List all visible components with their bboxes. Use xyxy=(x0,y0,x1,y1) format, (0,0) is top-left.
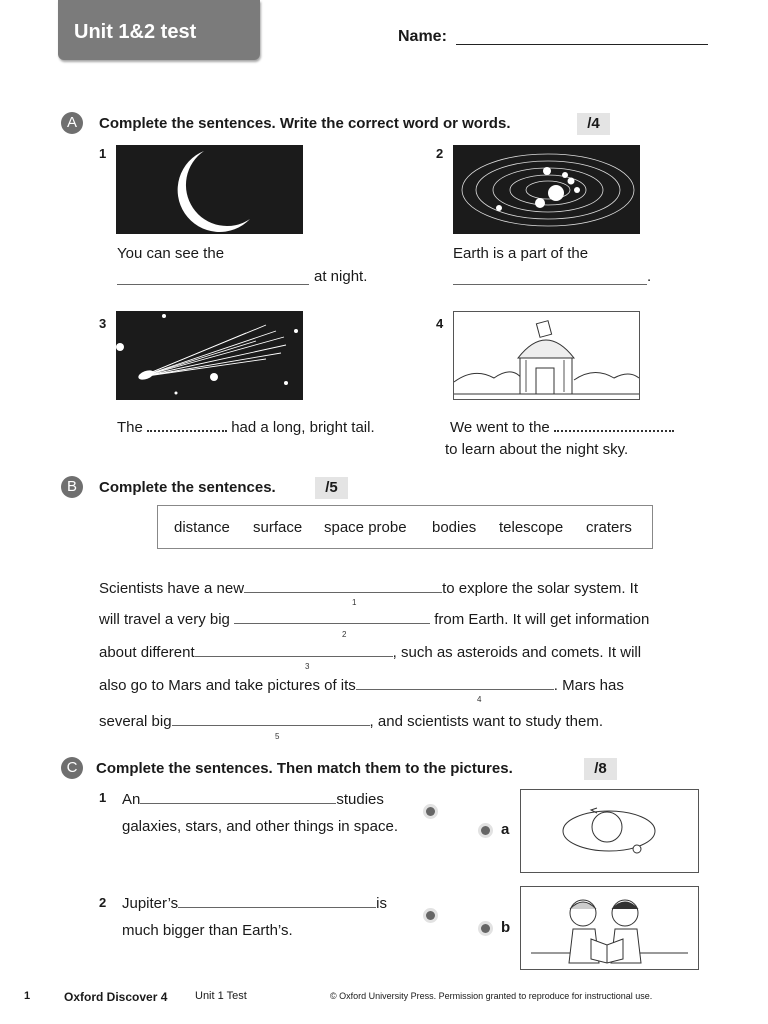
a2-answer-blank[interactable] xyxy=(453,270,647,285)
name-label: Name: xyxy=(398,28,447,45)
a4-text-line2: to learn about the night sky. xyxy=(445,441,629,458)
section-a-instruction: Complete the sentences. Write the correct word or words. xyxy=(99,115,511,132)
blank-number: 2 xyxy=(342,630,347,639)
orbit-image xyxy=(520,789,699,873)
picture-letter-a: a xyxy=(501,821,510,838)
b-line-4 xyxy=(99,675,624,694)
footer-unit: Unit 1 Test xyxy=(195,990,247,1002)
comet-image xyxy=(116,311,303,400)
b-blank-5[interactable] xyxy=(172,711,370,726)
b-line-3-after: , such as asteroids and comets. It will xyxy=(392,644,642,661)
a2-text-after: . xyxy=(647,268,652,285)
match-dot-b[interactable] xyxy=(481,924,490,933)
a1-text-after: at night. xyxy=(314,268,368,285)
c2-answer-blank[interactable] xyxy=(178,893,376,908)
footer-book: Oxford Discover 4 xyxy=(64,990,168,1004)
picture-letter-b: b xyxy=(501,919,511,936)
c1-text-before: An xyxy=(122,791,141,808)
b-line-3 xyxy=(99,642,641,661)
c1-answer-blank[interactable] xyxy=(140,789,336,804)
blank-number: 4 xyxy=(477,695,482,704)
a4-text xyxy=(450,416,674,436)
observatory-image xyxy=(453,311,640,400)
b-line-3-before: about different xyxy=(99,644,195,661)
word-bank-item: distance xyxy=(174,519,230,536)
blank-number: 3 xyxy=(305,662,310,671)
solar-system-image xyxy=(453,145,640,234)
item-number: 1 xyxy=(99,790,107,805)
b-line-5-after: , and scientists want to study them. xyxy=(369,713,603,730)
section-b-badge: B xyxy=(61,476,83,498)
section-c-score: /8 xyxy=(584,758,617,780)
c1-text-line2: galaxies, stars, and other things in space. xyxy=(122,818,398,835)
name-field[interactable] xyxy=(456,44,708,45)
item-number: 3 xyxy=(99,316,107,331)
section-b-instruction: Complete the sentences. xyxy=(99,479,276,496)
page-number: 1 xyxy=(24,990,31,1002)
item-number: 1 xyxy=(99,146,107,161)
word-bank-item: surface xyxy=(253,519,303,536)
footer-copyright: © Oxford University Press. Permission granted to reproduce for instructional use. xyxy=(330,991,653,1001)
b-line-5-before: several big xyxy=(99,713,172,730)
b-blank-4[interactable] xyxy=(356,675,554,690)
b-blank-3[interactable] xyxy=(195,642,393,657)
item-number: 2 xyxy=(436,146,444,161)
a4-answer-blank[interactable] xyxy=(554,416,674,432)
section-c-instruction: Complete the sentences. Then match them to the pictures. xyxy=(96,760,513,777)
b-line-2 xyxy=(99,609,649,628)
b-line-1-after: to explore the solar system. It xyxy=(442,580,638,597)
b-line-4-before: also go to Mars and take pictures of its xyxy=(99,677,356,694)
c2-text-before: Jupiter’s xyxy=(122,895,179,912)
title-tab xyxy=(58,0,260,60)
b-blank-2[interactable] xyxy=(234,609,430,624)
blank-number: 5 xyxy=(275,732,280,741)
section-a-badge: A xyxy=(61,112,83,134)
blank-number: 1 xyxy=(352,598,357,607)
a1-text: You can see the xyxy=(117,245,225,262)
a3-text xyxy=(117,416,375,436)
word-bank-item: space probe xyxy=(324,519,407,536)
c2-text-after: is xyxy=(376,895,387,912)
a3-text-after: had a long, bright tail. xyxy=(231,419,375,436)
item-number: 2 xyxy=(99,895,107,910)
c2-text-line2: much bigger than Earth’s. xyxy=(122,922,293,939)
a4-text-before: We went to the xyxy=(450,419,550,436)
c1-text-after: studies xyxy=(336,791,384,808)
a3-text-before: The xyxy=(117,419,143,436)
section-a-score: /4 xyxy=(577,113,610,135)
c2-text xyxy=(122,893,387,912)
b-line-1 xyxy=(99,578,638,597)
match-dot-a[interactable] xyxy=(481,826,490,835)
a1-answer-blank[interactable] xyxy=(117,270,309,285)
b-line-2-after: from Earth. It will get information xyxy=(434,611,650,628)
item-number: 4 xyxy=(436,316,444,331)
word-bank-item: craters xyxy=(586,519,632,536)
a3-answer-blank[interactable] xyxy=(147,416,227,432)
crescent-moon-image xyxy=(116,145,303,234)
b-line-1-before: Scientists have a new xyxy=(99,580,245,597)
word-bank xyxy=(157,505,653,549)
section-c-badge: C xyxy=(61,757,83,779)
section-b-score: /5 xyxy=(315,477,348,499)
word-bank-item: bodies xyxy=(432,519,477,536)
match-dot-1[interactable] xyxy=(426,807,435,816)
c1-text xyxy=(122,789,384,808)
b-line-5 xyxy=(99,711,603,730)
a2-text: Earth is a part of the xyxy=(453,245,589,262)
b-line-2-before: will travel a very big xyxy=(99,611,230,628)
b-blank-1[interactable] xyxy=(244,578,442,593)
word-bank-item: telescope xyxy=(499,519,564,536)
b-line-4-after: . Mars has xyxy=(553,677,624,694)
page-title: Unit 1&2 test xyxy=(74,21,197,43)
children-reading-image xyxy=(520,886,699,970)
match-dot-2[interactable] xyxy=(426,911,435,920)
